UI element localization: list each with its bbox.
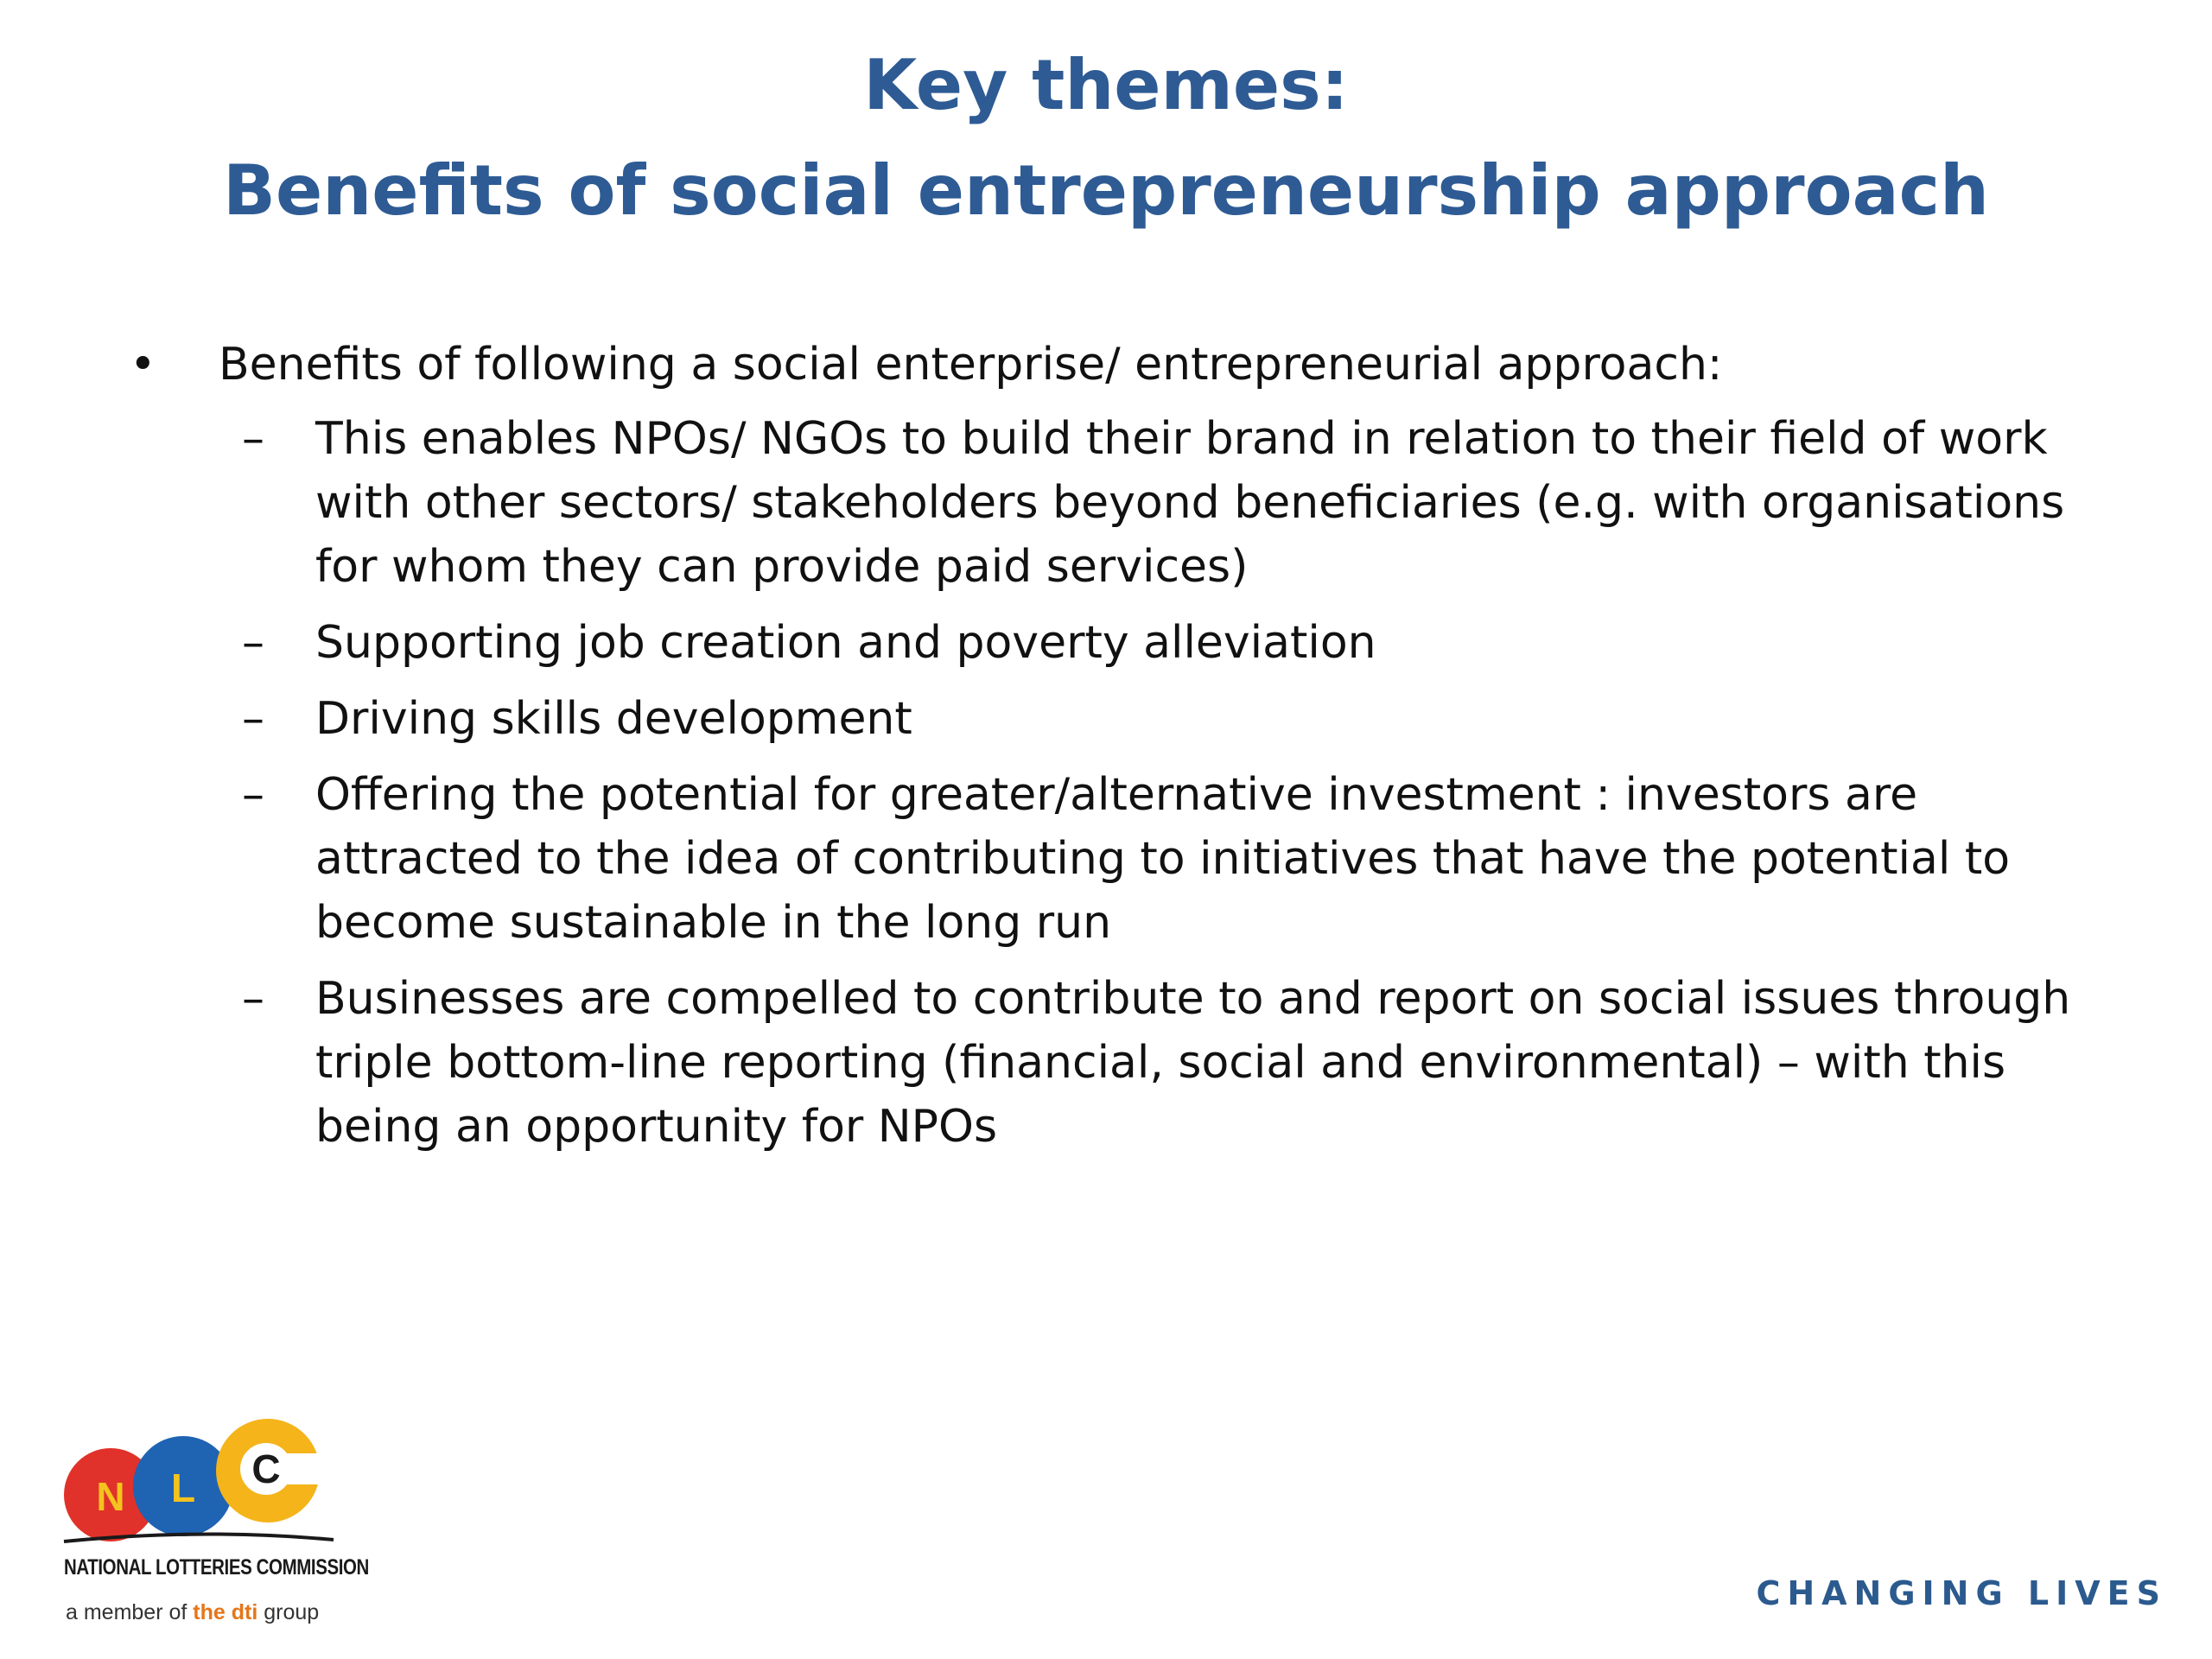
main-bullet-text: Benefits of following a social enterprise/ entrepreneurial approach: (219, 339, 1723, 391)
logo-member-highlight: the dti (193, 1600, 258, 1624)
logo-letter-n: N (96, 1474, 125, 1519)
list-item (130, 763, 2117, 955)
logo-member-suffix: group (264, 1600, 320, 1624)
dash-icon: – (242, 973, 264, 1025)
sub-bullet-list (130, 407, 2117, 1159)
list-item (130, 687, 2117, 751)
list-item-text: Offering the potential for greater/alternative investment : investors are attracted to the idea of contributing to initiatives that have the potential to become sustainable in the long run (315, 769, 2011, 949)
list-item-text: Driving skills development (315, 693, 912, 745)
list-item-text: Businesses are compelled to contribute to and report on social issues through triple bottom-line reporting (financial, social and environmental) – with this being an opportunity for NPOs (315, 973, 2071, 1153)
dash-icon: – (242, 413, 264, 465)
main-bullet (130, 333, 2117, 397)
logo-letter-l: L (170, 1465, 196, 1510)
title-line-2: Benefits of social entrepreneurship approach (223, 150, 1989, 231)
dash-icon: – (242, 769, 264, 821)
list-item (130, 407, 2117, 599)
list-item (130, 611, 2117, 675)
list-item (130, 967, 2117, 1159)
title-line-1: Key themes: (863, 45, 1349, 125)
list-item-text: This enables NPOs/ NGOs to build their brand in relation to their field of work with other sectors/ stakeholders beyond beneficiaries (e.g. with organisations for whom they can provide paid services) (315, 413, 2065, 593)
logo-c-gap (287, 1453, 330, 1484)
nlc-logo (60, 1408, 369, 1642)
nlc-logo-mark-icon (60, 1408, 346, 1555)
tagline: CHANGING LIVES (1756, 1574, 2167, 1612)
logo-member-prefix: a member of (66, 1600, 188, 1624)
bullet-icon: • (130, 339, 156, 391)
logo-letter-c: C (251, 1446, 281, 1491)
slide-content (130, 333, 2117, 1171)
dash-icon: – (242, 617, 264, 669)
dash-icon: – (242, 693, 264, 745)
logo-member-line (66, 1600, 319, 1625)
slide-title (0, 33, 2212, 244)
logo-organisation-name: NATIONAL LOTTERIES COMMISSION (64, 1555, 369, 1580)
list-item-text: Supporting job creation and poverty alleviation (315, 617, 1376, 669)
